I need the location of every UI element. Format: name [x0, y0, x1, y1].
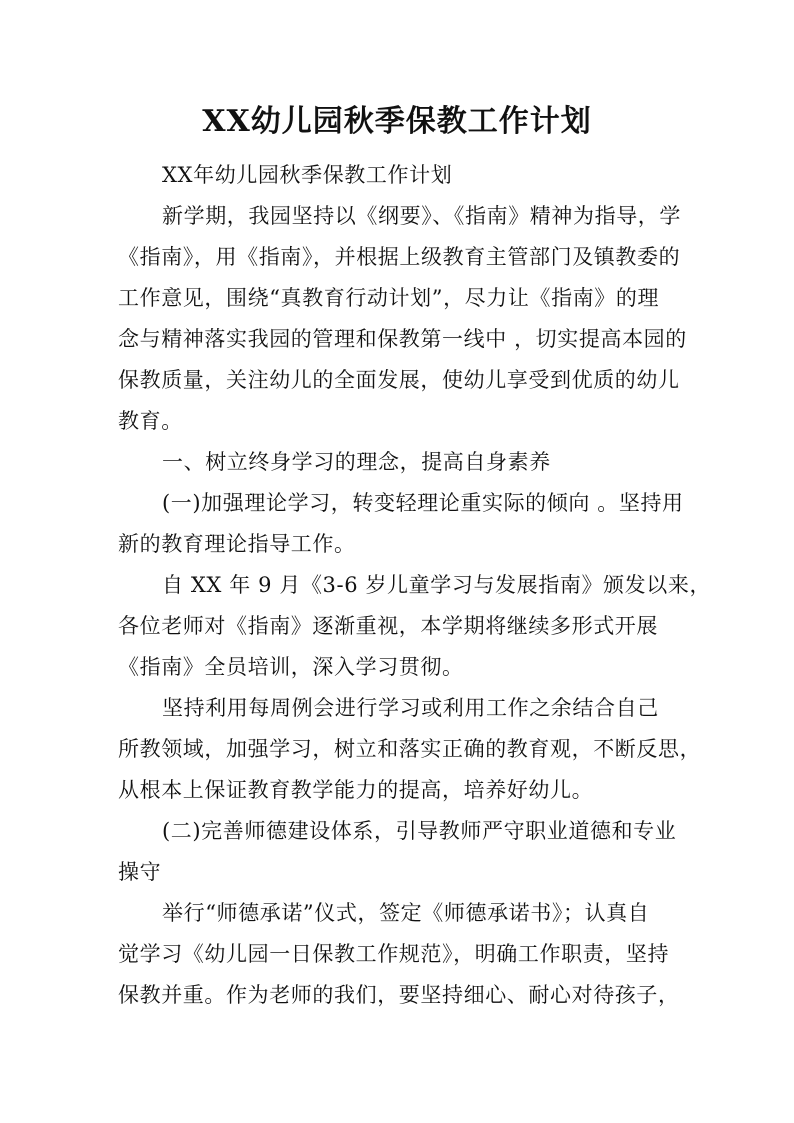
- body-text-line: 保教并重。作为老师的我们，要坚持细心、耐心对待孩子，: [118, 983, 680, 1007]
- body-text-line: 一、树立终身学习的理念，提高自身素养: [162, 450, 551, 474]
- body-text-line: 念与精神落实我园的管理和保教第一线中 ，切实提高本园的: [118, 327, 687, 351]
- body-text-line: (二)完善师德建设体系，引导教师严守职业道德和专业: [162, 819, 677, 843]
- body-text-line: XX年幼儿园秋季保教工作计划: [162, 163, 453, 187]
- body-text-line: 《指南》，用《指南》，并根据上级教育主管部门及镇教委的: [118, 245, 681, 269]
- body-text-line: 《指南》全员培训，深入学习贯彻。: [118, 655, 464, 679]
- body-text-line: 工作意见，围绕“真教育行动计划”，尽力让《指南》的理: [118, 286, 660, 310]
- body-text-line: 操守: [118, 860, 162, 884]
- document-title: XX幼儿园秋季保教工作计划: [202, 104, 592, 139]
- body-text-line: 举行“师德承诺”仪式，签定《师德承诺书》；认真自: [162, 901, 650, 925]
- body-text-line: (一)加强理论学习，转变轻理论重实际的倾向 。坚持用: [162, 491, 684, 515]
- body-text-line: 各位老师对《指南》逐渐重视，本学期将继续多形式开展: [118, 614, 658, 638]
- body-text-line: 自 XX 年 9 月《3-6 岁儿童学习与发展指南》颁发以来，: [162, 573, 712, 597]
- body-text-line: 所教领域，加强学习，树立和落实正确的教育观，不断反思，: [118, 737, 702, 761]
- body-text-line: 新的教育理论指导工作。: [118, 532, 356, 556]
- body-text-line: 教育。: [118, 409, 183, 433]
- body-text-line: 觉学习《幼儿园一日保教工作规范》，明确工作职责，坚持: [118, 942, 670, 966]
- body-text-line: 坚持利用每周例会进行学习或利用工作之余结合自己: [162, 696, 659, 720]
- document-body: [118, 155, 712, 1016]
- body-text-line: 保教质量，关注幼儿的全面发展，使幼儿享受到优质的幼儿: [118, 368, 680, 392]
- body-text-line: 从根本上保证教育教学能力的提高，培养好幼儿。: [118, 778, 594, 802]
- body-text-line: 新学期，我园坚持以《纲要》、《指南》精神为指导，学: [162, 204, 681, 228]
